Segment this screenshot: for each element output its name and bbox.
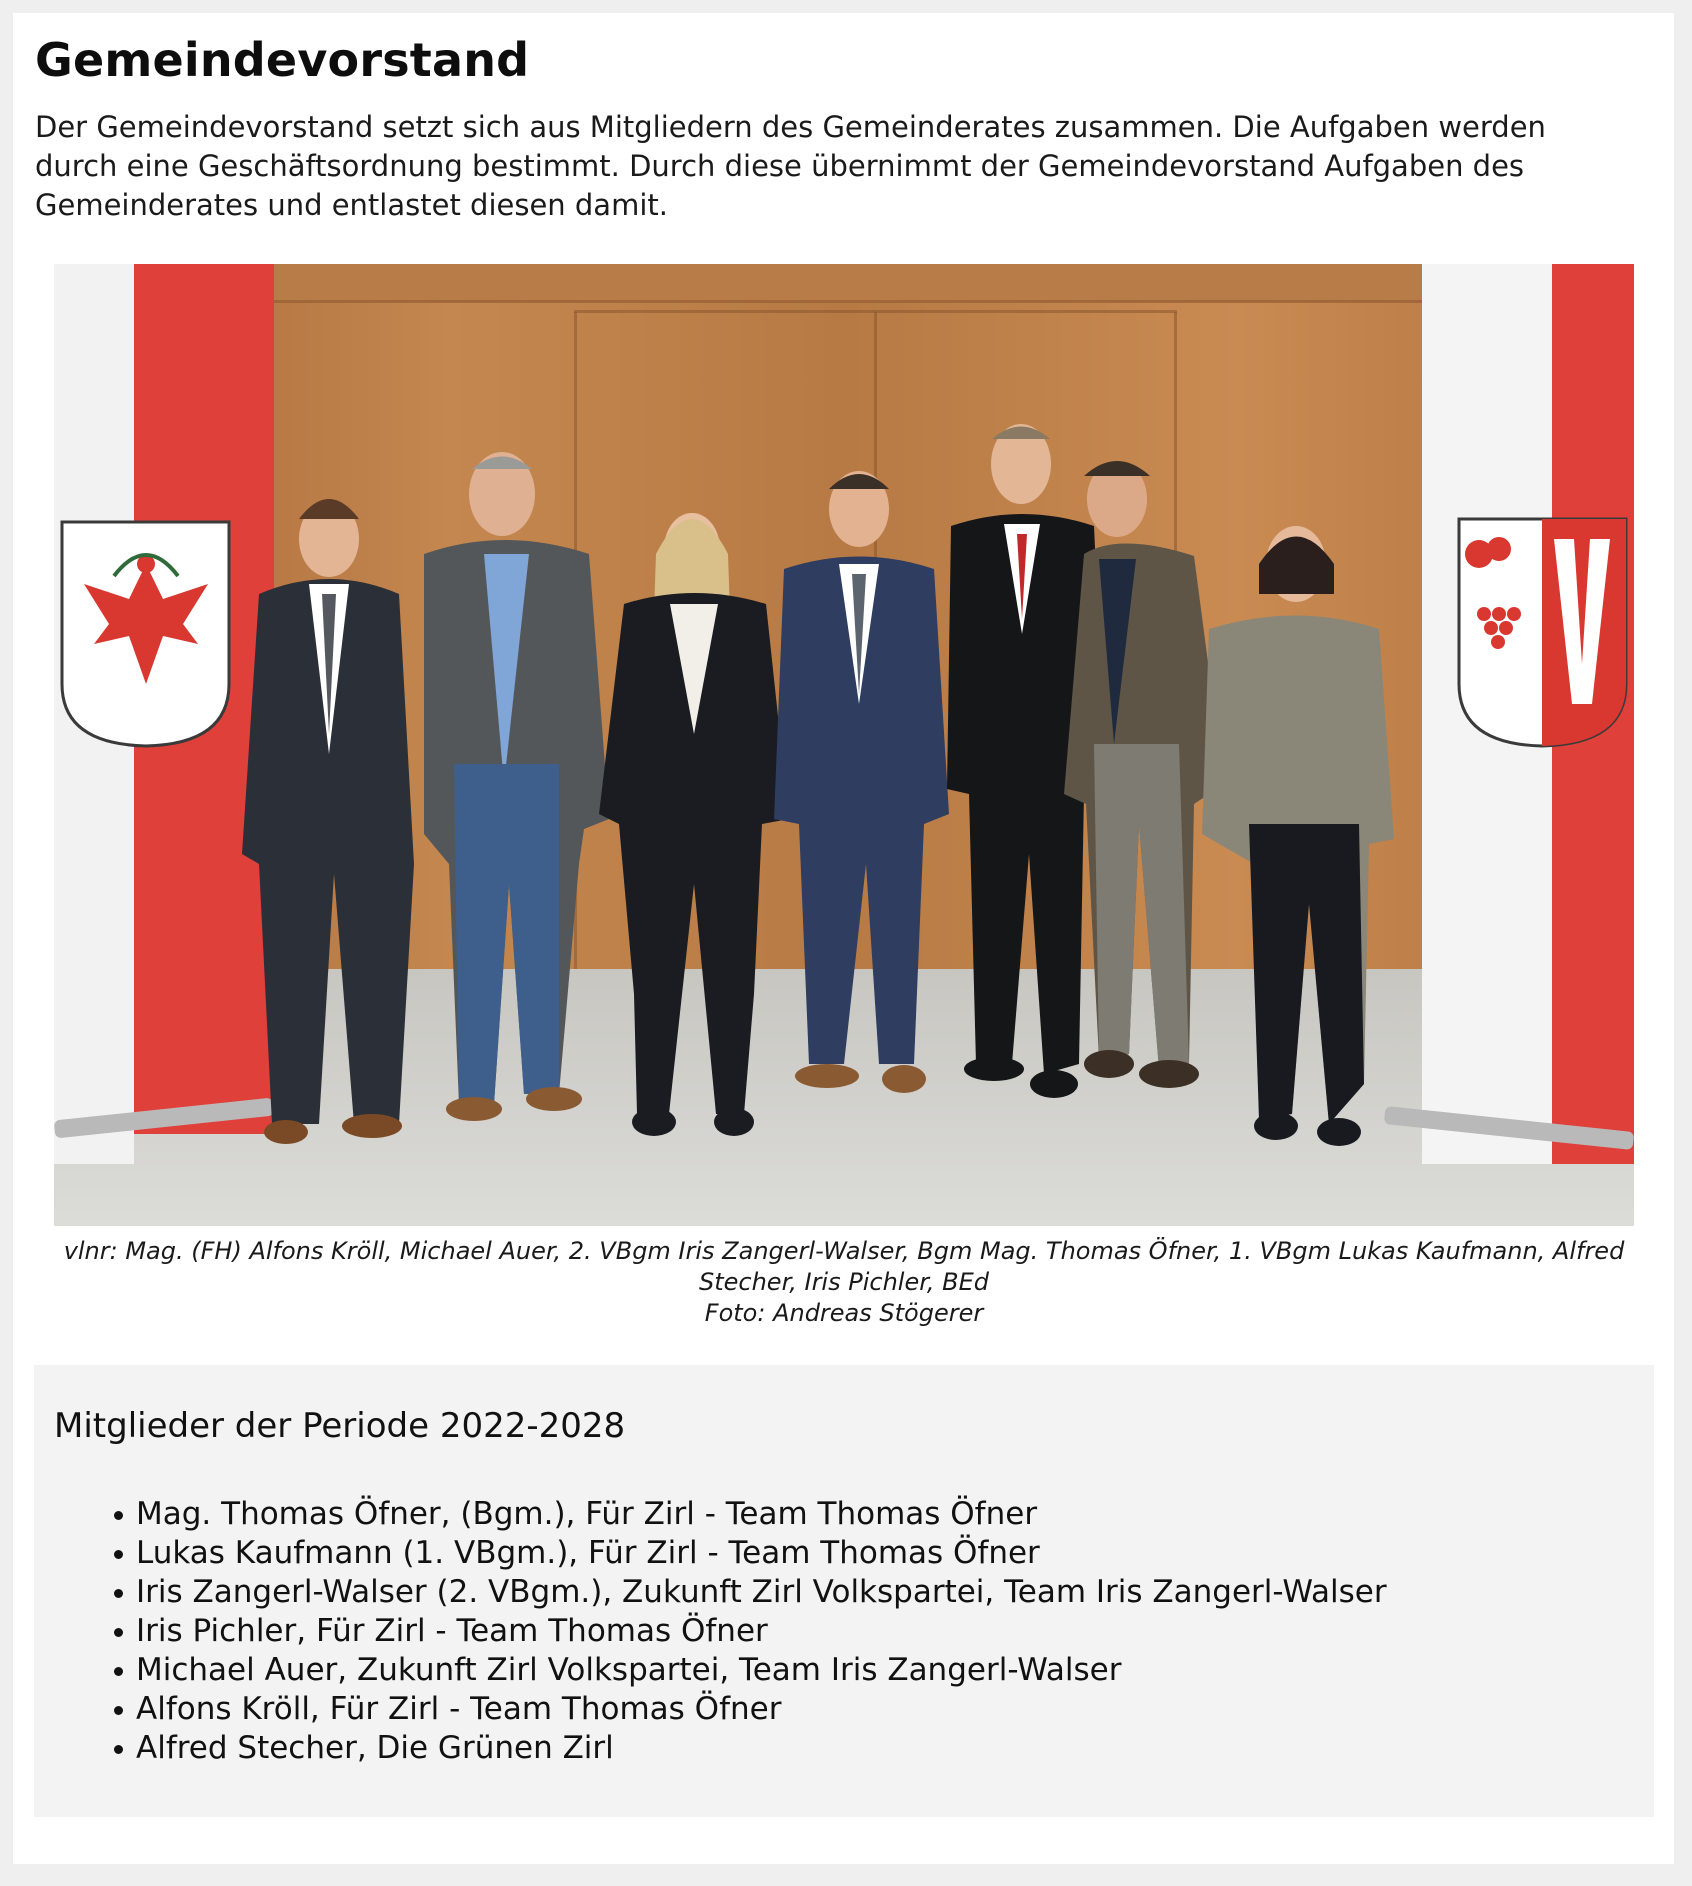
members-list <box>114 1495 1387 1768</box>
left-banner <box>54 264 274 1164</box>
list-item: Alfred Stecher, Die Grünen Zirl <box>114 1729 1387 1768</box>
list-item: Iris Zangerl-Walser (2. VBgm.), Zukunft Zirl Volkspartei, Team Iris Zangerl-Walser <box>114 1573 1387 1612</box>
caption-credit: Foto: Andreas Stögerer <box>704 1299 984 1327</box>
members-heading: Mitglieder der Periode 2022-2028 <box>54 1406 626 1446</box>
caption-names: vlnr: Mag. (FH) Alfons Kröll, Michael Auer, 2. VBgm Iris Zangerl-Walser, Bgm Mag. Thomas Öfner, 1. VBgm Lukas Kaufmann, Alfred Stecher, Iris Pichler, BEd <box>63 1237 1625 1296</box>
group-photo <box>54 264 1634 1226</box>
list-item: Mag. Thomas Öfner, (Bgm.), Für Zirl - Team Thomas Öfner <box>114 1495 1387 1534</box>
content-page <box>13 13 1674 1864</box>
list-item: Alfons Kröll, Für Zirl - Team Thomas Öfner <box>114 1690 1387 1729</box>
list-item: Michael Auer, Zukunft Zirl Volkspartei, Team Iris Zangerl-Walser <box>114 1651 1387 1690</box>
photo-caption <box>54 1236 1634 1329</box>
page-title: Gemeindevorstand <box>35 33 530 87</box>
list-item: Iris Pichler, Für Zirl - Team Thomas Öfner <box>114 1612 1387 1651</box>
intro-paragraph: Der Gemeindevorstand setzt sich aus Mitgliedern des Gemeinderates zusammen. Die Aufgaben werden durch eine Geschäftsordnung bestimmt. Durch diese übernimmt der Gemeindevorstand Aufgaben des Gemeinderates und entlastet diesen damit. <box>35 110 1546 222</box>
members-panel <box>34 1365 1654 1817</box>
list-item: Lukas Kaufmann (1. VBgm.), Für Zirl - Team Thomas Öfner <box>114 1534 1387 1573</box>
